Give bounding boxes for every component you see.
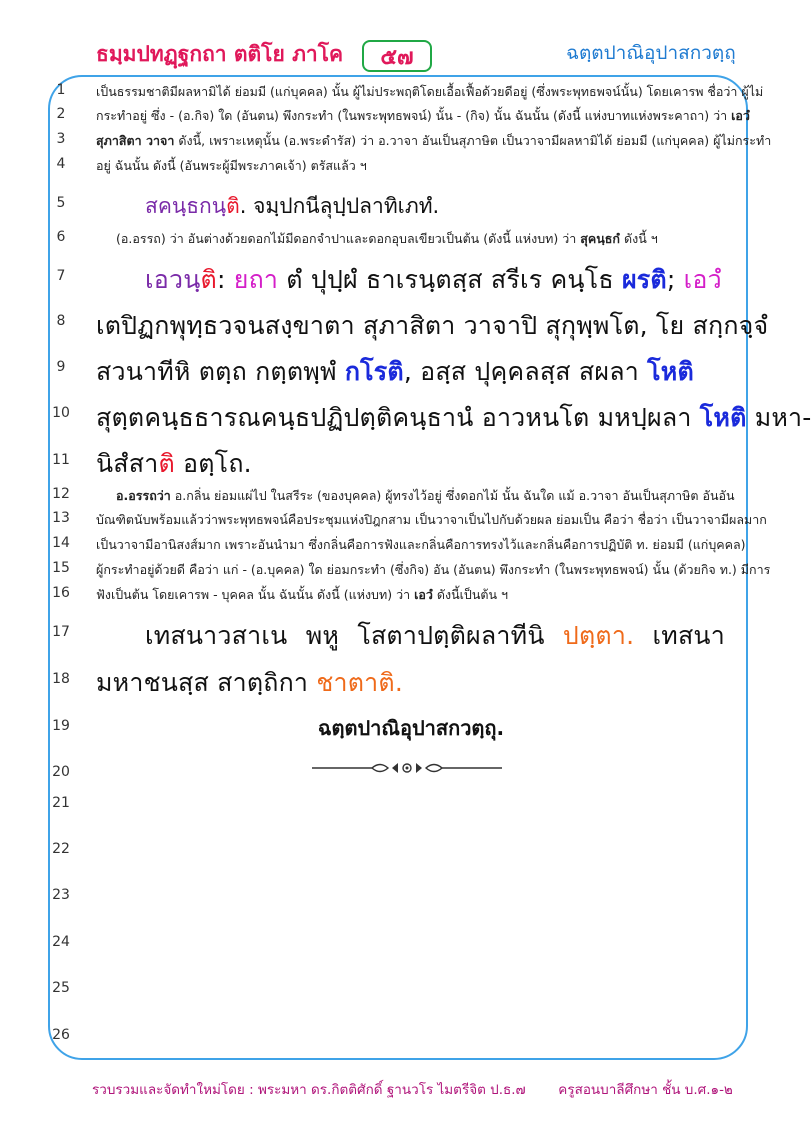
pali-text: : bbox=[216, 265, 234, 294]
translation-line-16 bbox=[96, 585, 508, 605]
translation-text: (อ.อรรถ) ว่า อันต่างด้วยดอกไม้มีดอกจำปาและดอกอุบลเขียวเป็นต้น (ดังนี้ แห่งบท) ว่า bbox=[116, 231, 581, 246]
line-number: 14 bbox=[52, 535, 70, 551]
line-number: 19 bbox=[52, 718, 70, 734]
pali-text: เทสนาวสาเน bbox=[145, 621, 288, 650]
line-number: 9 bbox=[56, 359, 66, 375]
pali-term: เอวํ bbox=[414, 587, 433, 602]
pali-text: นิสํสา bbox=[96, 449, 159, 478]
pali-line-18 bbox=[96, 663, 403, 703]
divider-ornament-icon bbox=[312, 760, 502, 776]
line-number: 24 bbox=[52, 934, 70, 950]
line-number: 26 bbox=[52, 1027, 70, 1043]
story-end-title: ฉตฺตปาณิอุปาสกวตฺถุ. bbox=[317, 716, 505, 740]
pali-term: เอวํ bbox=[731, 108, 750, 123]
pali-verb: โหติ bbox=[699, 403, 747, 432]
line-number: 25 bbox=[52, 980, 70, 996]
pali-text: มหาชนสฺส สาตฺถิกา bbox=[96, 668, 317, 697]
pali-line-8: เตปิฏกพุทฺธวจนสงฺขาตา สุภาสิตา วาจาปิ สุกุพฺพโต, โย สกฺกจฺจํ bbox=[96, 311, 769, 340]
header-left-title: ธมฺมปทฏฺฐกถา ตติโย ภาโค bbox=[96, 42, 344, 66]
footer-compiler: รวบรวมและจัดทำใหม่โดย : พระมหา ดร.กิตติศักดิ์ ฐานวโร ไมตรีจิต ป.ธ.๗ bbox=[92, 1082, 526, 1098]
pali-verb: ผรติ bbox=[621, 265, 667, 294]
translation-text: กระทำอยู่ ซึ่ง - (อ.กิจ) ใด (อันตน) พึงกระทำ (ในพระพุทธพจน์) นั้น - (กิจ) นั้น ฉันนั้น (ดังนี้ แห่งบาทแห่งพระคาถา) ว่า bbox=[96, 108, 732, 123]
translation-text: ฟังเป็นต้น โดยเคารพ - บุคคล นั้น ฉันนั้น ดังนี้ (แห่งบท) ว่า bbox=[96, 587, 415, 602]
translation-text: ดังนี้, เพราะเหตุนั้น (อ.พระดำรัส) ว่า อ.วาจา อันเป็นสุภาษิต เป็นวาจามีผลหามิได้ ย่อมมี (แก่บุคคล) ผู้ไม่กระทำ bbox=[174, 133, 772, 148]
line-number: 15 bbox=[52, 560, 70, 576]
footer-course: ครูสอนบาลีศึกษา ชั้น บ.ศ.๑-๒ bbox=[558, 1082, 733, 1098]
translation-text: ดังนี้ ฯ bbox=[620, 231, 658, 246]
pali-line-11 bbox=[96, 444, 252, 484]
pali-text: พหู bbox=[305, 621, 340, 650]
line-number: 11 bbox=[52, 452, 70, 468]
pali-text: สวนาทีหิ ตตฺถ กตฺตพฺพํ bbox=[96, 357, 345, 386]
line-number: 7 bbox=[56, 268, 66, 284]
pali-term: เอวํ bbox=[683, 265, 722, 294]
line-number: 6 bbox=[56, 229, 66, 245]
line-number: 23 bbox=[52, 887, 70, 903]
translation-line-6 bbox=[116, 229, 658, 249]
pali-verb: ปตฺตา. bbox=[562, 621, 635, 650]
pali-verb: ชาตาติ. bbox=[316, 668, 403, 697]
pali-text: , อสฺส ปุคฺคลสฺส สผลา bbox=[403, 357, 648, 386]
pali-term: เอวนฺ bbox=[145, 265, 201, 294]
line-number: 13 bbox=[52, 510, 70, 526]
pali-text: . จมฺปกนีลุปฺปลาทิเภทํ. bbox=[239, 194, 440, 218]
pali-term-suffix: ติ bbox=[200, 265, 217, 294]
pali-text: เทสนา bbox=[652, 621, 725, 650]
translation-text: อ.กลิ่น ย่อมแผ่ไป ในสรีระ (ของบุคคล) ผู้ทรงไว้อยู่ ซึ่งดอกไม้ นั้น ฉันใด แม้ อ.วาจา อันเป็นสุภาษิต อันอัน bbox=[170, 488, 735, 503]
pali-text: ตํ ปุปฺผํ ธาเรนฺตสฺส สรีเร คนฺโธ bbox=[278, 265, 622, 294]
translation-line-4: อยู่ ฉันนั้น ดังนี้ (อันพระผู้มีพระภาคเจ้า) ตรัสแล้ว ฯ bbox=[96, 158, 367, 173]
line-number: 17 bbox=[52, 624, 70, 640]
line-number: 12 bbox=[52, 486, 70, 502]
translation-line-3 bbox=[96, 131, 771, 151]
line-number: 5 bbox=[56, 195, 66, 211]
pali-line-7 bbox=[145, 260, 722, 300]
pali-verb: โหติ bbox=[647, 357, 694, 386]
translation-line-14: เป็นวาจามีอานิสงส์มาก เพราะอันนำมา ซึ่งกลิ่นคือการฟังและกลิ่นคือการทรงไว้และกลิ่นคือการปฏิบัติ ท. ย่อมมี (แก่บุคคล) bbox=[96, 537, 746, 552]
pali-line-9 bbox=[96, 352, 694, 392]
pali-line-17 bbox=[145, 616, 725, 656]
translation-line-15: ผู้กระทำอยู่ด้วยดี คือว่า แก่ - (อ.บุคคล) ใด ย่อมกระทำ (ซึ่งกิจ) อัน (อันตน) พึงกระทำ (ในพระพุทธพจน์) นั้น (ด้วยกิจ ท.) มีการ bbox=[96, 562, 771, 577]
pali-text: สุตฺตคนฺธธารณคนฺธปฏิปตฺติคนฺธานํ อาวหนโต มหปฺผลา bbox=[96, 403, 700, 432]
pali-term: ยถา bbox=[233, 265, 279, 294]
line-number: 1 bbox=[56, 82, 66, 98]
translation-line-12 bbox=[116, 486, 735, 506]
pali-text: อตฺโถ. bbox=[174, 449, 252, 478]
pali-text: โสตาปตฺติผลาทีนิ bbox=[357, 621, 545, 650]
translation-lead: อ.อรรถว่า bbox=[116, 488, 171, 503]
translation-line-13: บัณฑิตนับพร้อมแล้วว่าพระพุทธพจน์คือประชุมแห่งปิฎกสาม เป็นวาจาเป็นไปกับด้วยผล ย่อมเป็น คือว่า ชื่อว่า เป็นวาจามีผลมาก bbox=[96, 512, 767, 527]
pali-term: สุคนฺธกํ bbox=[580, 231, 620, 246]
pali-term-suffix: ติ bbox=[226, 194, 240, 218]
translation-line-1: เป็นธรรมชาติมีผลหามิได้ ย่อมมี (แก่บุคคล) นั้น ผู้ไม่ประพฤติโดยเอื้อเฟื้อด้วยดีอยู่ (ซึ่งพระพุทธพจน์นั้น) โดยเคารพ ชื่อว่า ผู้ไม่ bbox=[96, 84, 764, 99]
line-number: 3 bbox=[56, 131, 66, 147]
pali-verb: กโรติ bbox=[344, 357, 404, 386]
translation-text: ดังนี้เป็นต้น ฯ bbox=[432, 587, 509, 602]
page-number-badge bbox=[362, 40, 432, 72]
pali-term-suffix: ติ bbox=[158, 449, 175, 478]
line-number: 2 bbox=[56, 106, 66, 122]
pali-text: มหา- bbox=[746, 403, 812, 432]
line-number: 8 bbox=[56, 313, 66, 329]
line-number: 4 bbox=[56, 156, 66, 172]
page-number: ๕๗ bbox=[380, 44, 414, 70]
pali-term: สุภาสิตา วาจา bbox=[96, 133, 175, 148]
translation-line-2 bbox=[96, 106, 750, 126]
line-number: 10 bbox=[52, 405, 70, 421]
pali-text: ; bbox=[666, 265, 684, 294]
line-number: 16 bbox=[52, 585, 70, 601]
line-number: 18 bbox=[52, 671, 70, 687]
header-right-title: ฉตฺตปาณิอุปาสกวตฺถุ bbox=[566, 42, 736, 64]
footer bbox=[92, 1078, 733, 1100]
line-number: 20 bbox=[52, 764, 70, 780]
line-number: 21 bbox=[52, 795, 70, 811]
line-number: 22 bbox=[52, 841, 70, 857]
pali-term: สคนฺธกนฺ bbox=[145, 194, 227, 218]
pali-line-10 bbox=[96, 398, 812, 438]
pali-line-5 bbox=[145, 190, 439, 223]
